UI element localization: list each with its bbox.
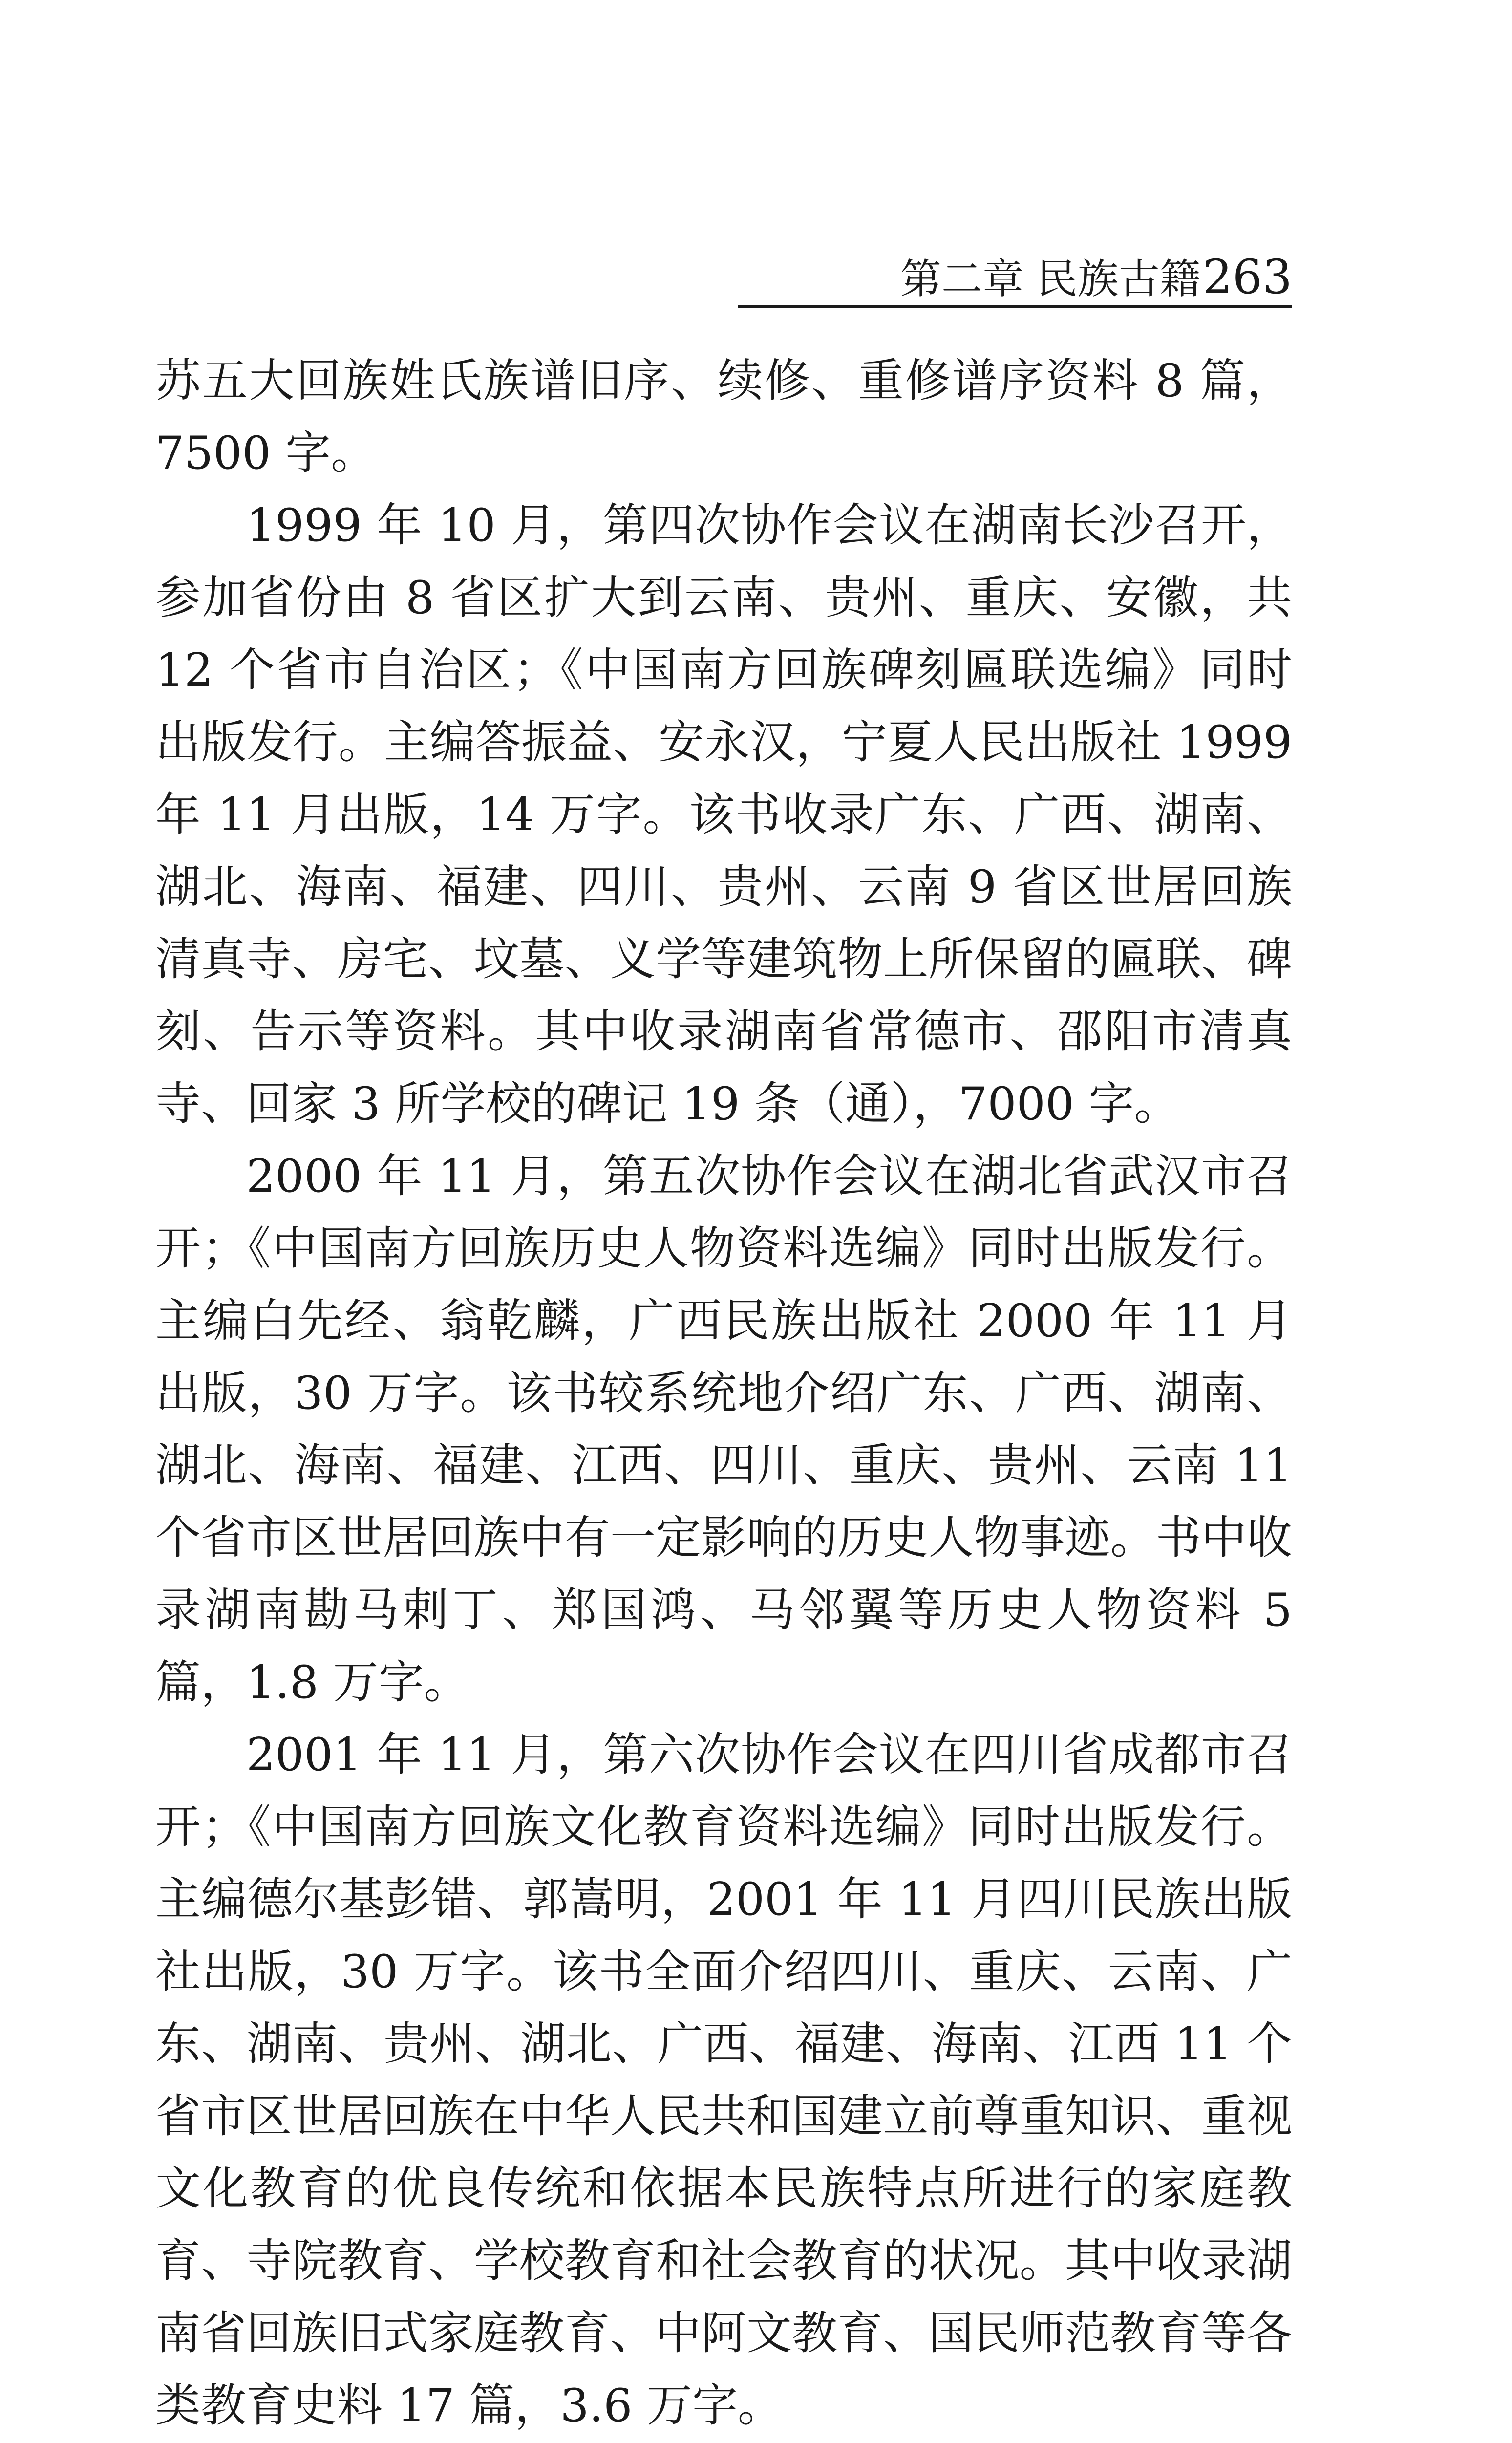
paragraph-2000-meeting: 2000 年 11 月，第五次协作会议在湖北省武汉市召开；《中国南方回族历史人物资料选编》同时出版发行。主编白先经、翁乾麟，广西民族出版社 2000 年 11 月出版，30 万字。该书较系统地介绍广东、广西、湖南、湖北、海南、福建、江西、四川、重庆、贵州、云南 11 个省市区世居回族中有一定影响的历史人物事迹。书中收录湖南勘马剌丁、郑国鸿、马邻翼等历史人物资料 5 篇，1.8 万字。: [155, 1150, 1292, 1709]
chapter-heading: [900, 250, 1292, 304]
running-header: [738, 244, 1292, 308]
paragraph-2002-meeting: [155, 2442, 1292, 2443]
chapter-title: 第二章 民族古籍: [900, 255, 1201, 303]
body-text: [155, 344, 1292, 2443]
paragraph-2001-meeting: 2001 年 11 月，第六次协作会议在四川省成都市召开；《中国南方回族文化教育资料选编》同时出版发行。主编德尔基彭错、郭嵩明，2001 年 11 月四川民族出版社出版，30 万字。该书全面介绍四川、重庆、云南、广东、湖南、贵州、湖北、广西、福建、海南、江西 11 个省市区世居回族在中华人民共和国建立前尊重知识、重视文化教育的优良传统和依据本民族特点所进行的家庭教育、寺院教育、学校教育和社会教育的状况。其中收录湖南省回族旧式家庭教育、中阿文教育、国民师范教育等各类教育史料 17 篇，3.6 万字。: [155, 1728, 1292, 2432]
paragraph-1999-meeting: 1999 年 10 月，第四次协作会议在湖南长沙召开，参加省份由 8 省区扩大到云南、贵州、重庆、安徽，共 12 个省市自治区；《中国南方回族碑刻匾联选编》同时出版发行。主编答振益、安永汉，宁夏人民出版社 1999 年 11 月出版，14 万字。该书收录广东、广西、湖南、湖北、海南、福建、四川、贵州、云南 9 省区世居回族清真寺、房宅、坟墓、义学等建筑物上所保留的匾联、碑刻、告示等资料。其中收录湖南省常德市、邵阳市清真寺、回家 3 所学校的碑记 19 条（通），7000 字。: [155, 499, 1292, 1130]
page-number: 263: [1202, 250, 1292, 304]
paragraph-continuation: 苏五大回族姓氏族谱旧序、续修、重修谱序资料 8 篇，7500 字。: [155, 354, 1292, 479]
